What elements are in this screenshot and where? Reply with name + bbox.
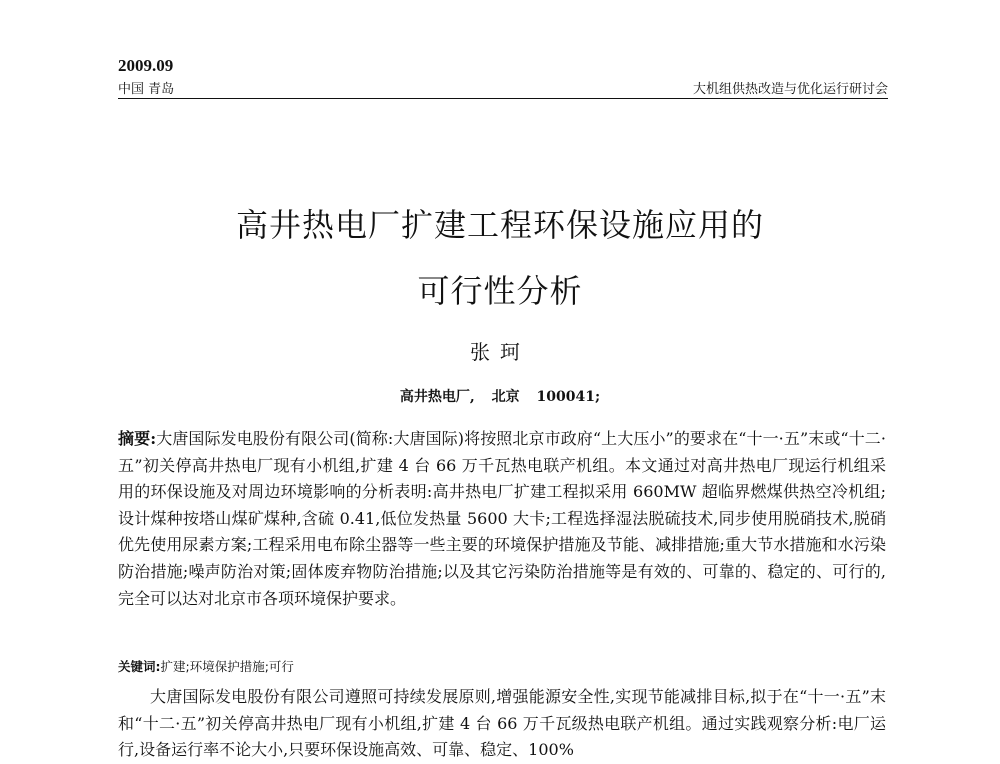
header-location: 中国 青岛 (118, 82, 175, 97)
affiliation (0, 386, 1000, 406)
header-conference: 大机组供热改造与优化运行研讨会 (692, 82, 888, 97)
abstract-label: 摘要: (118, 429, 157, 448)
keywords (118, 657, 886, 675)
author-name: 张珂 (470, 340, 530, 364)
affiliation-org: 高井热电厂, (399, 389, 475, 405)
body-paragraph: 大唐国际发电股份有限公司遵照可持续发展原则,增强能源安全性,实现节能减排目标,拟于在“十一·五”末和“十二·五”初关停高井热电厂现有小机组,扩建 4 台 66 万千瓦级热电联产机组。通过实践观察分析:电厂运行,设备运行率不论大小,只要环保设施高效、可靠、稳定、100% (118, 687, 886, 760)
paper-title-line-2: 可行性分析 (417, 272, 583, 310)
keywords-text: 扩建;环境保护措施;可行 (160, 659, 294, 674)
abstract-text: 大唐国际发电股份有限公司(简称:大唐国际)将按照北京市政府“上大压小”的要求在“十一·五”末或“十二·五”初关停高井热电厂现有小机组,扩建 4 台 66 万千瓦热电联产机组。本文通过对高井热电厂现运行机组采用的环保设施及对周边环境影响的分析表明:高井热电厂扩建工程拟采用 660MW 超临界燃煤供热空冷机组;设计煤种按塔山煤矿煤种,含硫 0.41,低位发热量 5600 大卡;工程选择湿法脱硫技术,同步使用脱硝技术,脱硝优先使用尿素方案;工程采用电布除尘器等一些主要的环境保护措施及节能、减排措施;重大节水措施和水污染防治措施;噪声防治对策;固体废弃物防治措施;以及其它污染防治措施等是有效的、可靠的、稳定的、可行的,完全可以达对北京市各项环境保护要求。 (118, 429, 886, 608)
paper-title-line-1: 高井热电厂扩建工程环保设施应用的 (235, 206, 764, 244)
keywords-label: 关键词: (118, 659, 161, 674)
header-date: 2009.09 (118, 56, 174, 75)
abstract (118, 426, 886, 612)
affiliation-city: 北京 (491, 389, 520, 405)
affiliation-postcode: 100041; (536, 389, 601, 405)
header-rule (118, 98, 888, 99)
